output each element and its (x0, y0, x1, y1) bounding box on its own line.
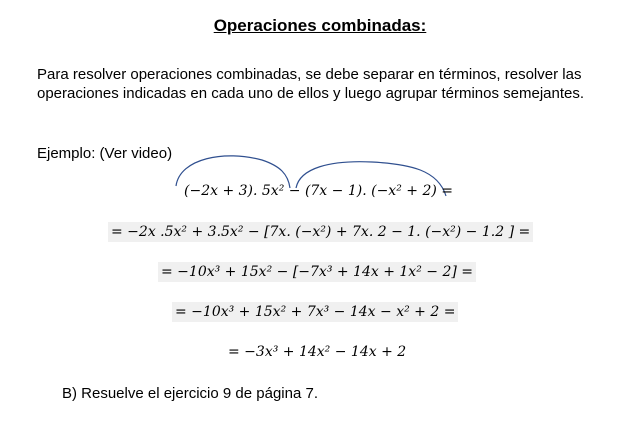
equation-line-2: = −2x .5x² + 3.5x² − [7x. (−x²) + 7x. 2 − 1. (−x²) − 1.2 ] = (108, 222, 533, 242)
equation-line-1: (−2x + 3). 5x² − (7x − 1). (−x² + 2) = (184, 183, 453, 199)
equation-line-3: = −10x³ + 15x² − [−7x³ + 14x + 1x² − 2] = (158, 262, 476, 282)
task-b: B) Resuelve el ejercicio 9 de página 7. (62, 385, 318, 402)
example-label: Ejemplo: (Ver video) (37, 145, 173, 162)
page-title: Operaciones combinadas: (213, 16, 427, 35)
equation-line-4: = −10x³ + 15x² + 7x³ − 14x − x² + 2 = (172, 302, 458, 322)
equation-line-5: = −3x³ + 14x² − 14x + 2 (228, 344, 407, 360)
intro-paragraph: Para resolver operaciones combinadas, se debe separar en términos, resolver las operaciones indicadas en cada uno de ellos y luego agrupar términos semejantes. (37, 66, 585, 102)
